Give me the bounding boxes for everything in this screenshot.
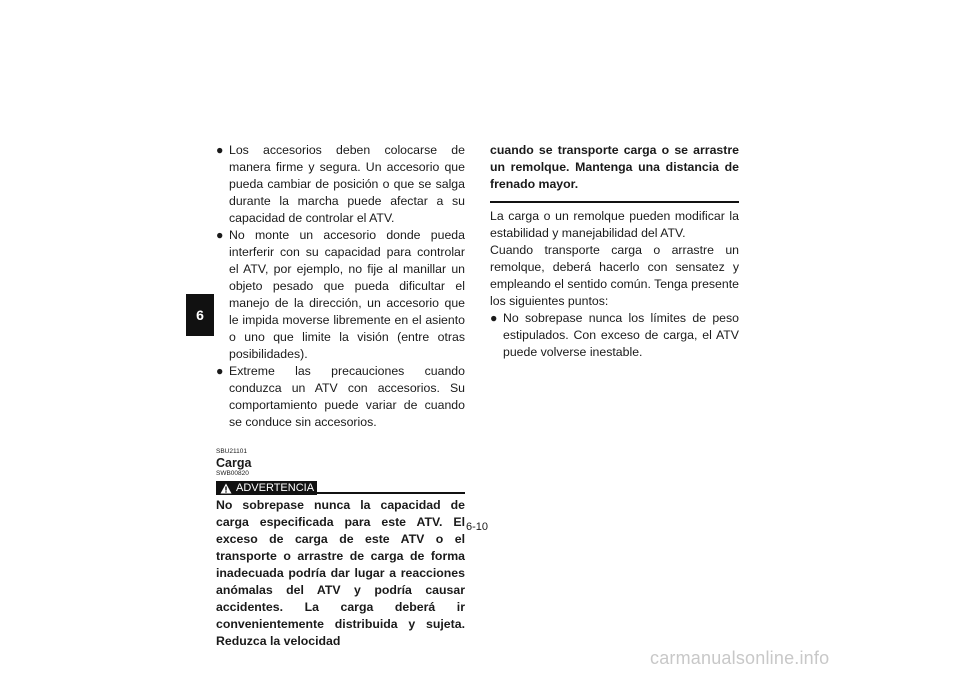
bullet-dot-icon: ● — [216, 143, 224, 157]
warning-end-rule — [490, 201, 739, 203]
left-column — [216, 142, 465, 650]
bullet-dot-icon: ● — [216, 364, 224, 378]
warning-code: SWB00820 — [216, 470, 249, 477]
warning-text: No sobrepase nunca la capacidad de carga especificada para este ATV. El exceso de carga de este ATV o el transporte o arrastre de carga de forma inadecuada podría dar lugar a reacciones anómalas del ATV y podría causar accidentes. La carga deberá ir convenientemente distribuida y sujeta. Reduzca la velocidad — [216, 498, 465, 648]
watermark: carmanualsonline.info — [650, 648, 830, 668]
list-item: ● No sobrepase nunca los límites de peso estipulados. Con exceso de carga, el ATV puede volverse inestable. — [490, 311, 739, 359]
paragraph: La carga o un remolque pueden modificar la estabilidad y manejabilidad del ATV. — [490, 209, 739, 240]
warning-continuation: cuando se transporte carga o se arrastre un remolque. Mantenga una distancia de frenado mayor. — [490, 143, 739, 191]
section-title: Carga — [216, 456, 252, 470]
list-item: ● Extreme las precauciones cuando conduzca un ATV con accesorios. Su comportamiento puede variar de cuando se conduce sin accesorios. — [216, 364, 465, 429]
right-column — [490, 142, 739, 361]
warning-label: ADVERTENCIA — [236, 482, 315, 494]
list-item: ● No monte un accesorio donde pueda interferir con su capacidad para controlar el ATV, por ejemplo, no fije al manillar un objeto pesado que pueda dificultar el manejo de la dirección, un accesorio que le impida moverse libremente en el asiento o uno que limite la visión (entre otras posibilidades). — [216, 228, 465, 361]
bullet-dot-icon: ● — [490, 311, 498, 325]
page-number: 6-10 — [466, 521, 489, 533]
bullet-dot-icon: ● — [216, 228, 224, 242]
warning-badge — [216, 481, 317, 495]
warning-header — [216, 481, 465, 495]
list-item: ● Los accesorios deben colocarse de manera firme y segura. Un accesorio que pueda cambiar de posición o que se salga durante la marcha puede afectar a su capacidad de controlar el ATV. — [216, 143, 465, 225]
section-code: SBU21101 — [216, 448, 247, 455]
warning-triangle-icon — [220, 483, 232, 494]
warning-rule — [317, 492, 465, 494]
paragraph: Cuando transporte carga o arrastre un remolque, deberá hacerlo con sensatez y empleando el sentido común. Tenga presente los siguientes puntos: — [490, 243, 739, 308]
chapter-tab: 6 — [186, 294, 214, 336]
